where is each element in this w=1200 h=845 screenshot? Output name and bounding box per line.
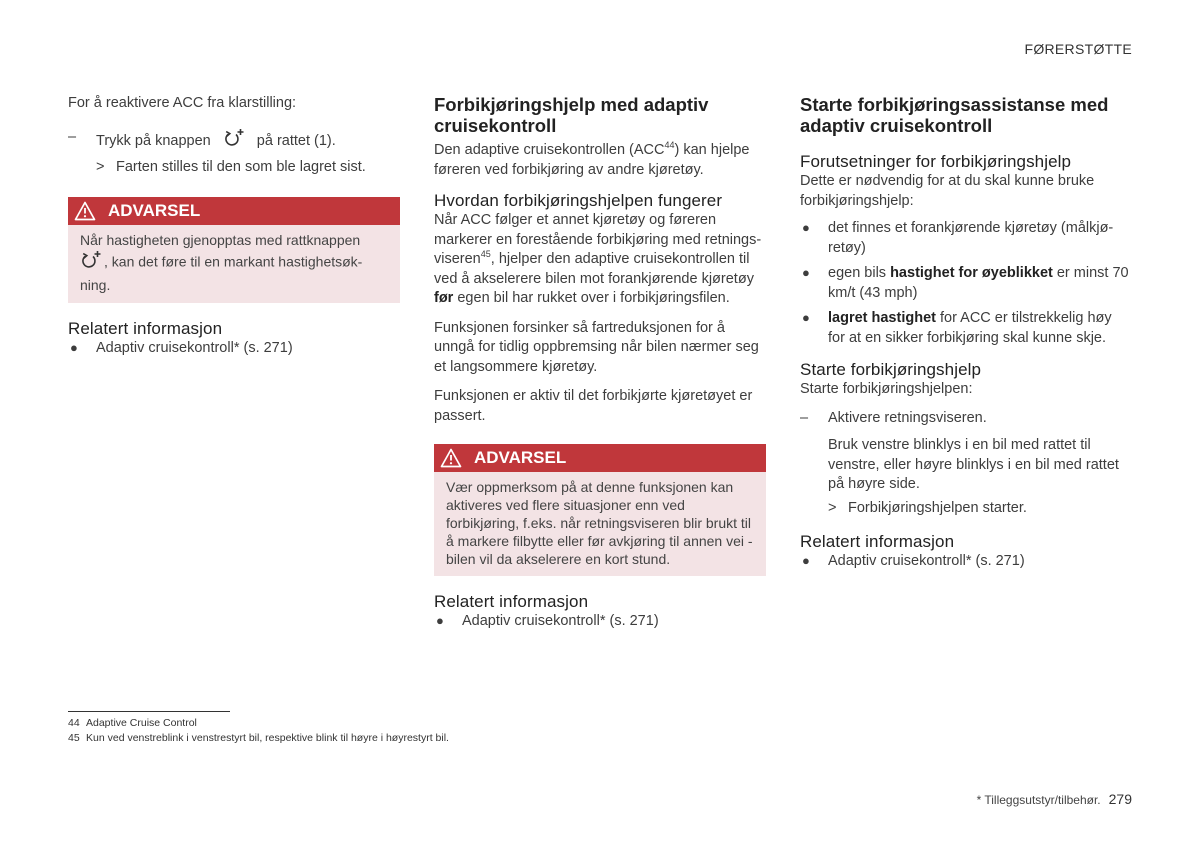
step-text: Aktivere retningsviseren.	[828, 409, 987, 426]
warning-header	[434, 444, 766, 472]
related-link-text[interactable]: Adaptiv cruisekontroll* (s. 271)	[462, 613, 659, 629]
prerequisites-intro: Dette er nødvendig for at du skal kunne bruke forbikjøringshjelp:	[800, 173, 1095, 209]
bullet-marker: ●	[70, 340, 78, 355]
accessory-note: * Tilleggsutstyr/tilbehør.	[976, 793, 1101, 807]
related-info-item	[68, 339, 400, 359]
warning-body	[68, 225, 400, 304]
column-2	[434, 94, 766, 632]
page-number: 279	[1108, 791, 1132, 807]
step-text-after: på rattet (1).	[256, 132, 336, 149]
step-text-before: Trykk på knappen	[96, 132, 211, 149]
prerequisite-text: det finnes et forankjørende kjøretøy (målkjø-retøy)	[828, 220, 1114, 256]
section-title: Forbikjøringshjelp med adaptiv cruisekontroll	[434, 94, 709, 136]
related-info-item	[800, 552, 1132, 572]
intro-paragraph: Den adaptive cruisekontrollen (ACC$^{44}$) kan hjelpe føreren ved forbikjøring av andre kjøretøy.	[434, 140, 750, 178]
result-marker: >	[828, 499, 837, 516]
warning-text-before: Når hastigheten gjenopptas med rattknappen	[80, 231, 361, 248]
step-item	[68, 128, 400, 155]
cruise-resume-icon	[223, 128, 245, 155]
footnote	[68, 717, 197, 729]
bullet-marker: ●	[802, 220, 810, 235]
cruise-resume-icon	[80, 250, 102, 276]
related-info-heading: Relatert informasjon	[434, 592, 589, 611]
warning-box	[68, 197, 400, 304]
function-paragraph-3: Funksjonen er aktiv til det forbikjørte kjøretøyet er passert.	[434, 388, 753, 424]
warning-title: ADVARSEL	[108, 200, 201, 220]
prerequisite-item	[800, 219, 1132, 258]
footnote-number: 44	[68, 717, 80, 729]
related-info-heading: Relatert informasjon	[800, 532, 955, 551]
warning-box	[434, 444, 766, 576]
section-header: FØRERSTØTTE	[1024, 41, 1132, 57]
column-3	[800, 94, 1132, 572]
warning-header	[68, 197, 400, 225]
start-heading: Starte forbikjøringshjelp	[800, 360, 982, 379]
step-result	[68, 158, 400, 178]
step-item	[800, 409, 1132, 429]
footnote	[68, 732, 449, 744]
bullet-marker: ●	[802, 553, 810, 568]
warning-triangle-icon	[74, 201, 96, 221]
reactivate-intro: For å reaktivere ACC fra klarstilling:	[68, 95, 297, 111]
subsection-heading: Hvordan forbikjøringshjelpen fungerer	[434, 191, 723, 210]
warning-text-after: , kan det føre til en markant hastighetsøk-ning.	[80, 253, 363, 293]
related-info-item	[434, 612, 766, 632]
result-marker: >	[96, 159, 105, 175]
function-paragraph-2: Funksjonen forsinker så fartreduksjonen for å unngå for tidlig oppbremsing når bilen nærmer seg et langsommere kjøretøy.	[434, 319, 759, 375]
result-text: Farten stilles til den som ble lagret sist.	[116, 159, 366, 175]
footnote-text: Kun ved venstreblink i venstrestyrt bil, respektive blink til høyre i høyrestyrt bil.	[86, 732, 449, 744]
dash-marker: –	[68, 128, 77, 145]
warning-triangle-icon	[440, 448, 462, 468]
prerequisite-item: ● lagret hastighet for ACC er tilstrekkelig høy for at en sikker forbikjøring skal kunne skje.	[802, 310, 1112, 346]
bullet-marker: ●	[436, 613, 444, 628]
warning-body: Vær oppmerksom på at denne funksjonen kan aktiveres ved flere situasjoner enn ved forbikjøring, f.eks. når retningsviseren blir brukt til å markere filbytte eller før avkjøring til annen vei - bilen vil da akselerere en kort stund.	[446, 479, 753, 567]
bullet-marker: ●	[802, 265, 810, 280]
section-title: Starte forbikjøringsassistanse med adaptiv cruisekontroll	[800, 94, 1109, 136]
function-paragraph-1: Når ACC følger et annet kjøretøy og føreren markerer en forestående forbikjøring med retnings-viseren$^{45}$, hjelper den adaptive cruisekontrollen til ved å akselerere bilen mot forankjørende kjøretøy før egen bil har rukket over i forbikjøringsfilen.	[434, 212, 762, 306]
prerequisites-heading: Forutsetninger for forbikjøringshjelp	[800, 152, 1072, 171]
page-footer	[977, 791, 1132, 807]
start-intro: Starte forbikjøringshjelpen:	[800, 381, 973, 397]
dash-marker: –	[800, 409, 809, 426]
footnote-number: 45	[68, 732, 80, 744]
related-link-text[interactable]: Adaptiv cruisekontroll* (s. 271)	[96, 340, 293, 356]
related-info-heading: Relatert informasjon	[68, 319, 223, 338]
related-link-text[interactable]: Adaptiv cruisekontroll* (s. 271)	[828, 553, 1025, 569]
step-detail: Bruk venstre blinklys i en bil med rattet til venstre, eller høyre blinklys i en bil med rattet på høyre side.	[828, 437, 1119, 492]
bullet-marker: ●	[802, 310, 810, 325]
warning-title: ADVARSEL	[474, 448, 567, 467]
column-1	[68, 94, 400, 359]
footnote-text: Adaptive Cruise Control	[86, 717, 197, 729]
step-result	[800, 499, 1132, 519]
prerequisite-item: ● egen bils hastighet for øyeblikket er minst 70 km/t (43 mph)	[802, 265, 1129, 301]
footnote-divider	[68, 711, 230, 712]
result-text: Forbikjøringshjelpen starter.	[848, 499, 1027, 516]
